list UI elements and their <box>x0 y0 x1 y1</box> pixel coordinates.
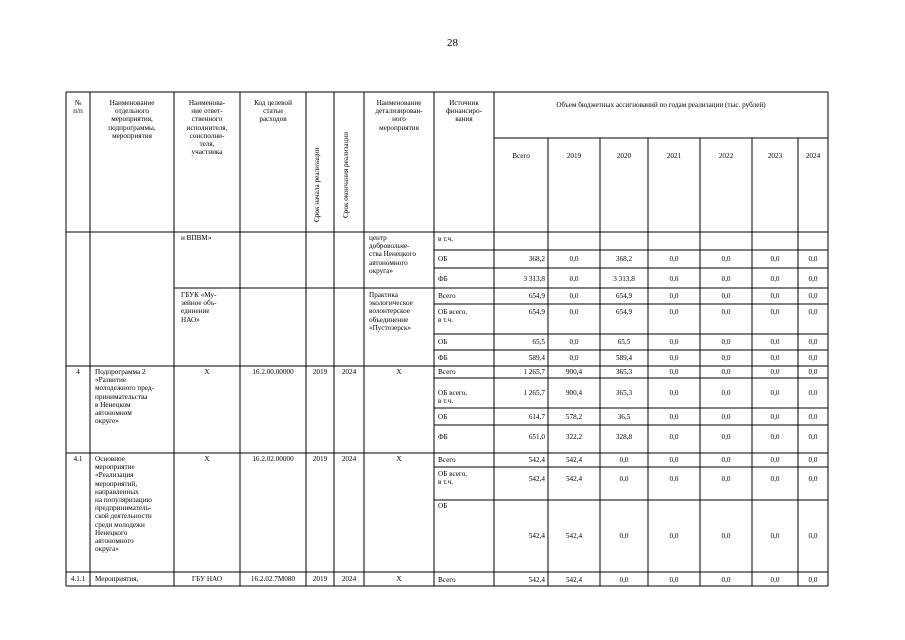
value-cell: 589,4 <box>528 354 545 362</box>
value-cell: 0,0 <box>721 292 731 300</box>
block2-detail-line: Практика <box>369 291 398 299</box>
source-line: Всего <box>438 456 456 464</box>
header-year-2024: 2024 <box>805 152 821 160</box>
header-source-line: Источник <box>449 99 479 107</box>
source-line: Всего <box>438 368 456 376</box>
value-cell: 0,0 <box>669 338 679 346</box>
block2-detail-line: «Пустозерск» <box>369 323 412 332</box>
value-cell: 0,0 <box>808 433 818 441</box>
header-executor-line: соисполни- <box>189 131 225 140</box>
block4-code: 16.2.02.00000 <box>252 455 294 463</box>
header-code-line: статьи <box>263 107 283 116</box>
block1-detail-line: автономного <box>369 258 408 267</box>
header-name-line: отдельного <box>114 107 150 116</box>
header-source-line: финансиро- <box>445 107 482 116</box>
value-cell: 654,9 <box>615 292 633 300</box>
header-detail-line: Наименование <box>376 99 422 107</box>
page-number: 28 <box>447 37 458 49</box>
block2-executor-line: зейное объ- <box>181 299 217 308</box>
block3-name-line: автономном <box>95 409 132 418</box>
block1-detail-line: добровольче- <box>369 242 410 251</box>
source-line: ОБ <box>438 338 448 346</box>
block2-executor <box>181 291 217 324</box>
block5-start: 2019 <box>312 575 328 583</box>
value-cell: 0,0 <box>808 475 818 483</box>
header-detail <box>364 99 434 132</box>
value-cell: 0,0 <box>770 308 780 316</box>
source-cell <box>438 502 447 510</box>
value-cell: 542,4 <box>565 576 583 584</box>
block4-start: 2019 <box>312 455 328 463</box>
header-executor-line: Наименова- <box>188 99 226 107</box>
header-code-line: Код целевой <box>254 99 292 107</box>
block3-name-line: принимательства <box>95 392 148 401</box>
source-line: ОБ <box>438 502 448 510</box>
value-cell: 900,4 <box>565 389 583 397</box>
value-cell: 0,0 <box>619 576 629 584</box>
header-end: Срок окончания реализации <box>342 131 350 218</box>
value-cell: 0,0 <box>808 576 818 584</box>
block2-detail <box>369 291 413 332</box>
block3-name <box>95 368 154 425</box>
value-cell: 1 265,7 <box>523 389 545 397</box>
source-cell <box>438 576 456 584</box>
value-cell: 0,0 <box>808 456 818 464</box>
source-line: ОБ всего, <box>438 308 468 316</box>
header-code-line: расходов <box>259 115 287 124</box>
value-cell: 368,2 <box>615 255 633 263</box>
block4-name-line: Основное <box>95 455 125 463</box>
value-cell: 0,0 <box>770 275 780 283</box>
value-cell: 1 265,7 <box>523 368 545 376</box>
block4-name-line: «Реализация <box>95 471 134 480</box>
value-cell: 0,0 <box>669 576 679 584</box>
block3-name-line: округе» <box>95 417 119 426</box>
value-cell: 0,0 <box>721 255 731 263</box>
source-line: в т.ч. <box>438 478 453 487</box>
value-cell: 654,9 <box>615 308 633 316</box>
source-cell <box>438 433 448 441</box>
source-line: в т.ч. <box>438 397 453 406</box>
block5-end: 2024 <box>341 575 357 583</box>
header-name-line: мероприятия <box>112 131 152 140</box>
source-cell <box>438 255 447 263</box>
value-cell: 0,0 <box>770 354 780 362</box>
value-cell: 0,0 <box>669 413 679 421</box>
header-name-line: Наименование <box>109 99 155 107</box>
value-cell: 0,0 <box>770 389 780 397</box>
header-name-line: подпрограммы, <box>108 123 156 132</box>
source-line: ОБ <box>438 255 448 263</box>
value-cell: 0,0 <box>770 475 780 483</box>
block5-code: 16.2.02.7М080 <box>250 575 296 583</box>
header-num <box>66 99 90 115</box>
header-year-2022: 2022 <box>718 152 734 160</box>
value-cell: 0,0 <box>569 275 579 283</box>
header-year-total: Всего <box>512 152 530 160</box>
value-cell: 542,4 <box>565 532 583 540</box>
value-cell: 328,8 <box>615 433 633 441</box>
block1-detail-line: ства Ненецкого <box>369 250 416 259</box>
value-cell: 0,0 <box>770 338 780 346</box>
block5-executor: ГБУ НАО <box>191 575 223 583</box>
block1-detail-line: центр <box>369 234 387 242</box>
block4-name-line: предприниматель- <box>95 504 152 513</box>
value-cell: 0,0 <box>721 338 731 346</box>
source-cell <box>438 389 467 405</box>
block4-name <box>95 455 152 553</box>
value-cell: 0,0 <box>669 456 679 464</box>
value-cell: 542,4 <box>528 532 545 540</box>
value-cell: 0,0 <box>770 255 780 263</box>
block4-name-line: мероприятий, <box>95 479 138 488</box>
source-line: Всего <box>438 292 456 300</box>
value-cell: 365,3 <box>615 368 633 376</box>
header-executor-line: исполнителя, <box>186 123 228 132</box>
value-cell: 589,4 <box>615 354 633 362</box>
value-cell: 0,0 <box>808 308 818 316</box>
block5-name: Мероприятия, <box>95 575 139 583</box>
block3-num: 4 <box>76 368 80 376</box>
value-cell: 0,0 <box>669 255 679 263</box>
value-cell: 0,0 <box>669 532 679 540</box>
value-cell: 0,0 <box>569 308 579 316</box>
source-cell <box>438 368 456 376</box>
value-cell: 0,0 <box>669 308 679 316</box>
value-cell: 3 313,8 <box>613 275 635 283</box>
value-cell: 0,0 <box>669 354 679 362</box>
value-cell: 0,0 <box>808 413 818 421</box>
value-cell: 0,0 <box>770 292 780 300</box>
value-cell: 654,9 <box>528 308 545 316</box>
block2-executor-line: ГБУК «Му- <box>181 291 217 299</box>
value-cell: 542,4 <box>528 576 545 584</box>
value-cell: 322,2 <box>565 433 583 441</box>
value-cell: 0,0 <box>808 354 818 362</box>
value-cell: 654,9 <box>528 292 545 300</box>
block4-name-line: Ненецкого <box>95 528 128 537</box>
block4-end: 2024 <box>341 455 357 463</box>
value-cell: 368,2 <box>528 255 545 263</box>
source-cell <box>438 235 453 243</box>
header-num-line: п/п <box>73 107 83 116</box>
block4-name-line: автономного <box>95 537 134 546</box>
value-cell: 0,0 <box>619 456 629 464</box>
value-cell: 0,0 <box>808 275 818 283</box>
block4-num: 4.1 <box>73 455 83 463</box>
block3-start: 2019 <box>312 368 328 376</box>
header-name-line: мероприятия, <box>111 115 153 124</box>
block3-name-line: молодежного пред- <box>95 384 155 393</box>
header-detail-line: мероприятия <box>379 123 419 132</box>
header-executor-line: теля, <box>199 140 215 149</box>
value-cell: 0,0 <box>721 308 731 316</box>
block1-detail <box>369 234 416 275</box>
source-cell <box>438 354 448 362</box>
block5-num: 4.1.1 <box>70 575 86 583</box>
header-start: Срок начала реализации <box>313 147 321 222</box>
source-cell <box>438 308 467 324</box>
header-year-2021: 2021 <box>666 152 682 160</box>
value-cell: 0,0 <box>669 433 679 441</box>
value-cell: 36,5 <box>617 413 631 421</box>
value-cell: 0,0 <box>770 368 780 376</box>
block4-detail: X <box>396 455 402 463</box>
value-cell: 0,0 <box>669 292 679 300</box>
value-cell: 0,0 <box>669 475 679 483</box>
value-cell: 0,0 <box>808 292 818 300</box>
source-line: ФБ <box>438 354 448 362</box>
header-code <box>240 99 306 124</box>
source-cell <box>438 413 447 421</box>
value-cell: 0,0 <box>721 456 731 464</box>
value-cell: 0,0 <box>721 368 731 376</box>
value-cell: 542,4 <box>565 456 583 464</box>
value-cell: 542,4 <box>528 456 545 464</box>
block5-detail: X <box>396 575 402 583</box>
source-cell <box>438 292 456 300</box>
value-cell: 0,0 <box>770 576 780 584</box>
header-detail-line: ного <box>392 115 406 124</box>
block4-name-line: направленных <box>95 487 139 496</box>
block2-executor-line: единение <box>181 307 210 316</box>
value-cell: 0,0 <box>569 292 579 300</box>
header-executor-line: ние ответ- <box>191 107 223 116</box>
value-cell: 0,0 <box>770 456 780 464</box>
value-cell: 0,0 <box>808 368 818 376</box>
value-cell: 651,0 <box>528 433 545 441</box>
source-cell <box>438 338 447 346</box>
block1-detail-line: округа» <box>369 266 393 275</box>
header-year-2020: 2020 <box>616 152 632 160</box>
value-cell: 365,3 <box>615 389 633 397</box>
block4-name-line: среди молодежи <box>95 520 145 529</box>
value-cell: 0,0 <box>569 338 579 346</box>
value-cell: 0,0 <box>721 532 731 540</box>
header-budget-title: Объем бюджетных ассигнований по годам реализации (тыс. рублей) <box>556 101 766 109</box>
value-cell: 0,0 <box>808 255 818 263</box>
block4-executor: X <box>204 455 210 463</box>
value-cell: 0,0 <box>770 532 780 540</box>
value-cell: 0,0 <box>669 275 679 283</box>
value-cell: 0,0 <box>721 433 731 441</box>
value-cell: 0,0 <box>721 413 731 421</box>
block2-detail-line: объединение <box>369 315 409 324</box>
source-line: ОБ <box>438 413 448 421</box>
header-source-line: вания <box>455 115 473 124</box>
source-line: ФБ <box>438 275 448 283</box>
header-name <box>90 99 174 140</box>
value-cell: 0,0 <box>808 532 818 540</box>
block4-name-line: на популяризацию <box>95 496 152 505</box>
block3-detail: X <box>396 368 402 376</box>
source-line: ОБ всего, <box>438 470 468 478</box>
block3-name-line: в Ненецком <box>95 400 131 409</box>
value-cell: 900,4 <box>565 368 583 376</box>
value-cell: 0,0 <box>721 475 731 483</box>
block1-executor: и ВПВМ» <box>181 234 212 242</box>
header-executor-line: участника <box>191 148 223 157</box>
source-line: в т.ч. <box>438 235 453 243</box>
block3-name-line: Подпрограмма 2 <box>95 368 146 376</box>
block3-end: 2024 <box>341 368 357 376</box>
header-num-line: № <box>74 99 82 107</box>
value-cell: 0,0 <box>770 433 780 441</box>
value-cell: 3 313,8 <box>523 275 545 283</box>
value-cell: 0,0 <box>669 389 679 397</box>
source-line: Всего <box>438 576 456 584</box>
value-cell: 542,4 <box>528 475 545 483</box>
source-cell <box>438 470 467 486</box>
header-year-2019: 2019 <box>566 152 582 160</box>
block3-code: 16.2.00.00000 <box>252 368 294 376</box>
source-line: ФБ <box>438 433 448 441</box>
value-cell: 0,0 <box>669 368 679 376</box>
value-cell: 578,2 <box>565 413 583 421</box>
source-line: в т.ч. <box>438 316 453 325</box>
header-source <box>434 99 494 124</box>
header-executor-line: ственного <box>191 115 223 124</box>
block4-name-line: мероприятие <box>95 463 135 472</box>
source-line: ОБ всего, <box>438 389 468 397</box>
value-cell: 0,0 <box>569 354 579 362</box>
block2-detail-line: волонтерское <box>369 307 410 316</box>
header-executor <box>174 99 240 156</box>
value-cell: 65,5 <box>532 338 545 346</box>
value-cell: 0,0 <box>619 532 629 540</box>
block3-executor: X <box>204 368 210 376</box>
block3-name-line: «Развитие <box>95 376 127 385</box>
value-cell: 542,4 <box>565 475 583 483</box>
source-cell <box>438 275 448 283</box>
value-cell: 614,7 <box>528 413 545 421</box>
block2-detail-line: экологическое <box>369 299 413 308</box>
value-cell: 0,0 <box>721 576 731 584</box>
header-detail-line: детализирован- <box>375 107 423 116</box>
value-cell: 0,0 <box>569 255 579 263</box>
block4-name-line: округа» <box>95 545 119 554</box>
value-cell: 65,5 <box>617 338 631 346</box>
block4-name-line: ской деятельности <box>95 512 152 521</box>
value-cell: 0,0 <box>721 275 731 283</box>
header-year-2023: 2023 <box>767 152 783 160</box>
value-cell: 0,0 <box>619 475 629 483</box>
value-cell: 0,0 <box>770 413 780 421</box>
value-cell: 0,0 <box>808 389 818 397</box>
value-cell: 0,0 <box>721 389 731 397</box>
source-cell <box>438 456 456 464</box>
block2-executor-line: НАО» <box>181 315 200 324</box>
value-cell: 0,0 <box>721 354 731 362</box>
value-cell: 0,0 <box>808 338 818 346</box>
